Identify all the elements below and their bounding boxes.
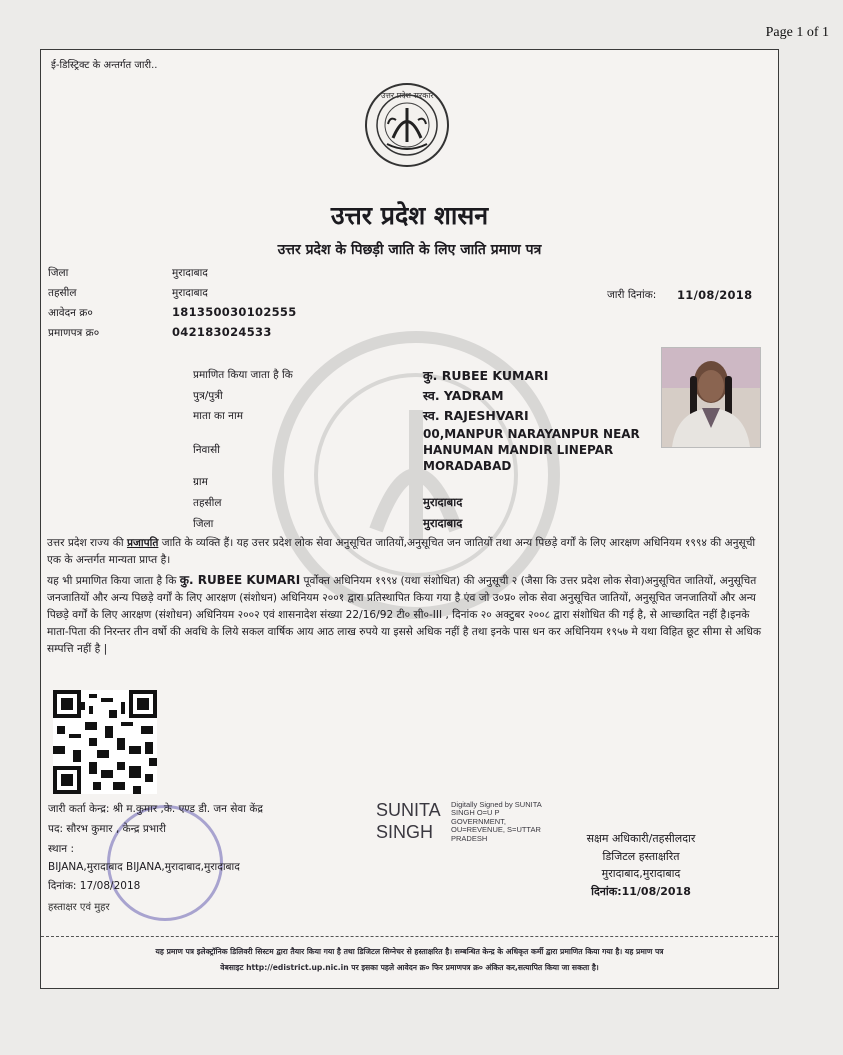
address-line-3: MORADABAD bbox=[423, 459, 512, 473]
digital-signature-name bbox=[376, 799, 441, 843]
meta-district-value: मुरादाबाद bbox=[172, 267, 208, 279]
signature-label: हस्ताक्षर एवं मुहर bbox=[48, 902, 110, 913]
certificate-number: 042183024533 bbox=[172, 325, 272, 339]
mother-label: माता का नाम bbox=[193, 410, 243, 422]
emblem-text: उत्तर प्रदेश सरकार bbox=[381, 91, 434, 100]
page-number: Page 1 of 1 bbox=[765, 25, 829, 40]
caste-name: प्रजापति bbox=[126, 537, 159, 549]
authority-place: मुरादाबाद,मुरादाबाद bbox=[601, 867, 681, 880]
details-tehsil-value: मुरादाबाद bbox=[423, 495, 463, 509]
certification-paragraph bbox=[47, 572, 769, 658]
application-number-label: आवेदन क्र० bbox=[48, 307, 93, 319]
village-label: ग्राम bbox=[193, 476, 208, 488]
father-name: स्व. YADRAM bbox=[423, 388, 504, 403]
resident-label: निवासी bbox=[193, 444, 220, 456]
digital-signature-detail: SINGH O=U P bbox=[451, 808, 500, 818]
digital-signature-name-line2: SINGH bbox=[376, 822, 434, 842]
digital-signature-details bbox=[451, 801, 542, 843]
authority-title: सक्षम अधिकारी/तहसीलदार bbox=[586, 832, 696, 845]
meta-district-label: जिला bbox=[48, 267, 69, 279]
certification-name: कु. RUBEE KUMARI bbox=[179, 573, 301, 587]
digital-signature-detail: PRADESH bbox=[451, 833, 488, 843]
digital-signature-name-line1: SUNITA bbox=[376, 800, 441, 820]
certify-label: प्रमाणित किया जाता है कि bbox=[193, 369, 293, 381]
issuer-date: दिनांक: 17/08/2018 bbox=[48, 880, 141, 892]
authority-block bbox=[541, 830, 741, 900]
digital-signature-detail: GOVERNMENT, bbox=[451, 816, 507, 826]
details-district-label: जिला bbox=[193, 518, 214, 530]
caste-paragraph bbox=[47, 535, 769, 569]
authority-date: दिनांक:11/08/2018 bbox=[591, 884, 691, 898]
mother-name: स्व. RAJESHVARI bbox=[423, 408, 529, 423]
applicant-photo bbox=[661, 347, 761, 448]
address-line-1: 00,MANPUR NARAYANPUR NEAR bbox=[423, 427, 640, 441]
certification-paragraph-pre: यह भी प्रमाणित किया जाता है कि bbox=[47, 575, 180, 587]
issue-date: 11/08/2018 bbox=[677, 288, 753, 302]
footer-line-1: यह प्रमाण पत्र इलेक्ट्रॉनिक डिलिवरी सिस्टम द्वारा तैयार किया गया है तथा डिजिटल सिग्नेचर से हस्ताक्षरित है। सम्बन्धित केन्द्र के अधिकृत कर्मी द्वारा प्रमाणित किया गया है। यह प्रमाण पत्र bbox=[155, 947, 664, 956]
issuer-center: जारी कर्ता केन्द्र: श्री म.कुमार ,के. एण्ड डी. जन सेवा केंद्र bbox=[48, 803, 263, 815]
issuer-post: पद: सौरभ कुमार , केन्द्र प्रभारी bbox=[48, 823, 166, 835]
certificate-document bbox=[40, 49, 779, 989]
applicant-name: कु. RUBEE KUMARI bbox=[423, 368, 549, 383]
certification-paragraph-post: पूर्वोक्त अधिनियम १९९४ (यथा संशोधित) की अनुसूची २ (जैसा कि उत्तर प्रदेश लोक सेवा)अनुसूचित जातियों, अनुसूचित जनजातियों और अन्य पिछड़े वर्गों के लिए आरक्षण (संशोधन) अधिनियम २००१ द्वारा प्रतिस्थापित किया गया है एंव जो उ०प्र० लोक सेवा अनुसूचित जातियों, अनुसूचित जनजातियों और अन्य पिछड़े वर्गों के लिए आरक्षण (संशोधन) अधिनियम २००२ एवं शासनादेश संख्या 22/16/92 टी० सी०-III , दिनांक २० अक्टुबर २००८ द्वारा संशोधित की गई है, से आच्छादित नहीं है।इनके माता-पिता की निरन्तर तीन वर्षो की अवधि के लिये सकल वार्षिक आय आठ लाख रुपये या इससे अधिक नहीं है तथा इनके पास धन कर अधिनियम १९५७ मे यथा विहित छूट सीमा से अधिक सम्पत्ति नहीं है | bbox=[47, 575, 761, 655]
qr-code bbox=[53, 690, 157, 794]
authority-digital: डिजिटल हस्ताक्षरित bbox=[602, 849, 680, 863]
certificate-number-label: प्रमाणपत्र क्र० bbox=[48, 327, 100, 339]
footer-divider bbox=[41, 936, 778, 937]
meta-tehsil-label: तहसील bbox=[48, 287, 77, 299]
digital-signature-detail: Digitally Signed by SUNITA bbox=[451, 800, 542, 809]
application-number: 181350030102555 bbox=[172, 305, 297, 319]
digital-signature-detail: OU=REVENUE, S=UTTAR bbox=[451, 825, 541, 835]
caste-paragraph-post: जाति के व्यक्ति हैं। यह उत्तर प्रदेश लोक सेवा अनुसूचित जातियों,अनुसूचित जन जातियों तथा अन्य पिछड़े वर्गों के लिए आरक्षण अधिनियम १९९४ की अनुसूची एक के अन्तर्गत मान्यता प्राप्त है। bbox=[47, 537, 756, 566]
certificate-subtitle: उत्तर प्रदेश के पिछड़ी जाति के लिए जाति प्रमाण पत्र bbox=[277, 242, 542, 258]
address-line-2: HANUMAN MANDIR LINEPAR bbox=[423, 443, 614, 457]
meta-tehsil-value: मुरादाबाद bbox=[172, 287, 208, 299]
parent-label: पुत्र/पुत्री bbox=[193, 390, 223, 402]
details-district-value: मुरादाबाद bbox=[423, 516, 463, 530]
caste-paragraph-pre: उत्तर प्रदेश राज्य की bbox=[47, 537, 127, 549]
header-note: ई-डिस्ट्रिक्ट के अन्तर्गत जारी.. bbox=[51, 60, 158, 71]
details-tehsil-label: तहसील bbox=[193, 497, 222, 509]
issue-date-label: जारी दिनांक: bbox=[607, 289, 657, 301]
page-title: उत्तर प्रदेश शासन bbox=[330, 201, 489, 230]
footer-line-2: वेबसाइट http://edistrict.up.nic.in पर इसका पहले आवेदन क्र० फिर प्रमाणपत्र क्र० अंकित कर,सत्यापित किया जा सकता है। bbox=[220, 963, 599, 972]
issuer-place: BIJANA,मुरादाबाद BIJANA,मुरादाबाद,मुरादाबाद bbox=[48, 861, 240, 873]
issuer-place-label: स्थान : bbox=[48, 843, 75, 855]
